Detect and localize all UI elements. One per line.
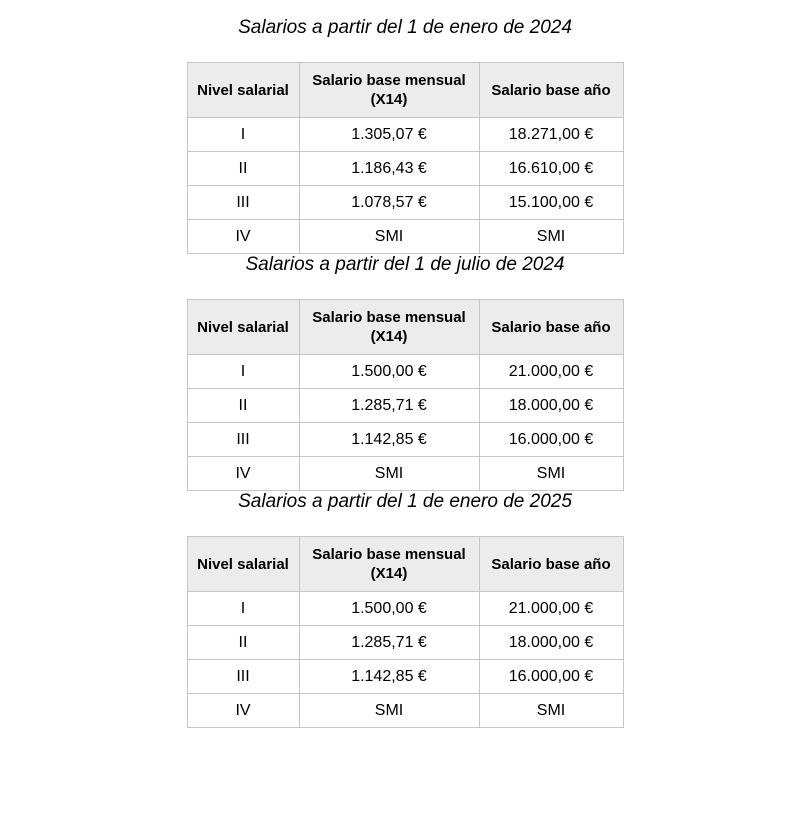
table-row — [187, 694, 623, 728]
cell-salario-ano: 18.000,00 € — [479, 389, 623, 423]
cell-salario-mensual: 1.285,71 € — [299, 626, 479, 660]
cell-salario-ano: 16.610,00 € — [479, 152, 623, 186]
table-header-row — [187, 537, 623, 592]
cell-nivel: III — [187, 186, 299, 220]
cell-salario-ano: 16.000,00 € — [479, 423, 623, 457]
cell-salario-ano: 21.000,00 € — [479, 355, 623, 389]
table-row — [187, 355, 623, 389]
cell-salario-ano: SMI — [479, 694, 623, 728]
salary-table-enero-2024 — [187, 62, 624, 254]
cell-salario-mensual: 1.285,71 € — [299, 389, 479, 423]
cell-salario-ano: 21.000,00 € — [479, 592, 623, 626]
cell-salario-mensual: 1.500,00 € — [299, 592, 479, 626]
table-row — [187, 152, 623, 186]
cell-nivel: II — [187, 626, 299, 660]
table-row — [187, 389, 623, 423]
cell-salario-mensual: 1.186,43 € — [299, 152, 479, 186]
cell-salario-mensual: 1.500,00 € — [299, 355, 479, 389]
cell-salario-mensual: 1.142,85 € — [299, 423, 479, 457]
section-title: Salarios a partir del 1 de enero de 2025 — [238, 491, 572, 512]
table-row — [187, 457, 623, 491]
section-title: Salarios a partir del 1 de julio de 2024 — [245, 254, 565, 275]
cell-salario-ano: 15.100,00 € — [479, 186, 623, 220]
cell-nivel: IV — [187, 694, 299, 728]
cell-salario-ano: 16.000,00 € — [479, 660, 623, 694]
cell-nivel: I — [187, 592, 299, 626]
cell-salario-ano: 18.271,00 € — [479, 118, 623, 152]
table-row — [187, 660, 623, 694]
cell-nivel: I — [187, 355, 299, 389]
header-salario-base-ano: Salario base año — [479, 300, 623, 355]
salary-section-julio-2024 — [18, 254, 792, 491]
header-salario-base-mensual: Salario base mensual (X14) — [299, 537, 479, 592]
cell-salario-mensual: SMI — [299, 694, 479, 728]
cell-nivel: II — [187, 152, 299, 186]
table-row — [187, 423, 623, 457]
table-header-row — [187, 300, 623, 355]
header-salario-base-ano: Salario base año — [479, 63, 623, 118]
header-nivel-salarial: Nivel salarial — [187, 300, 299, 355]
table-row — [187, 220, 623, 254]
cell-salario-mensual: 1.142,85 € — [299, 660, 479, 694]
cell-nivel: II — [187, 389, 299, 423]
cell-nivel: IV — [187, 220, 299, 254]
cell-salario-mensual: SMI — [299, 457, 479, 491]
cell-nivel: IV — [187, 457, 299, 491]
table-header-row — [187, 63, 623, 118]
header-nivel-salarial: Nivel salarial — [187, 63, 299, 118]
cell-salario-mensual: 1.078,57 € — [299, 186, 479, 220]
header-salario-base-mensual: Salario base mensual (X14) — [299, 300, 479, 355]
cell-salario-mensual: 1.305,07 € — [299, 118, 479, 152]
section-title: Salarios a partir del 1 de enero de 2024 — [238, 17, 572, 38]
cell-salario-mensual: SMI — [299, 220, 479, 254]
salary-section-enero-2024 — [18, 17, 792, 254]
header-nivel-salarial: Nivel salarial — [187, 537, 299, 592]
salary-section-enero-2025 — [18, 491, 792, 728]
table-row — [187, 592, 623, 626]
cell-salario-ano: 18.000,00 € — [479, 626, 623, 660]
cell-salario-ano: SMI — [479, 457, 623, 491]
cell-nivel: III — [187, 660, 299, 694]
table-row — [187, 186, 623, 220]
cell-nivel: I — [187, 118, 299, 152]
salary-table-enero-2025 — [187, 536, 624, 728]
cell-nivel: III — [187, 423, 299, 457]
table-row — [187, 626, 623, 660]
header-salario-base-mensual: Salario base mensual (X14) — [299, 63, 479, 118]
table-row — [187, 118, 623, 152]
salary-table-julio-2024 — [187, 299, 624, 491]
cell-salario-ano: SMI — [479, 220, 623, 254]
header-salario-base-ano: Salario base año — [479, 537, 623, 592]
